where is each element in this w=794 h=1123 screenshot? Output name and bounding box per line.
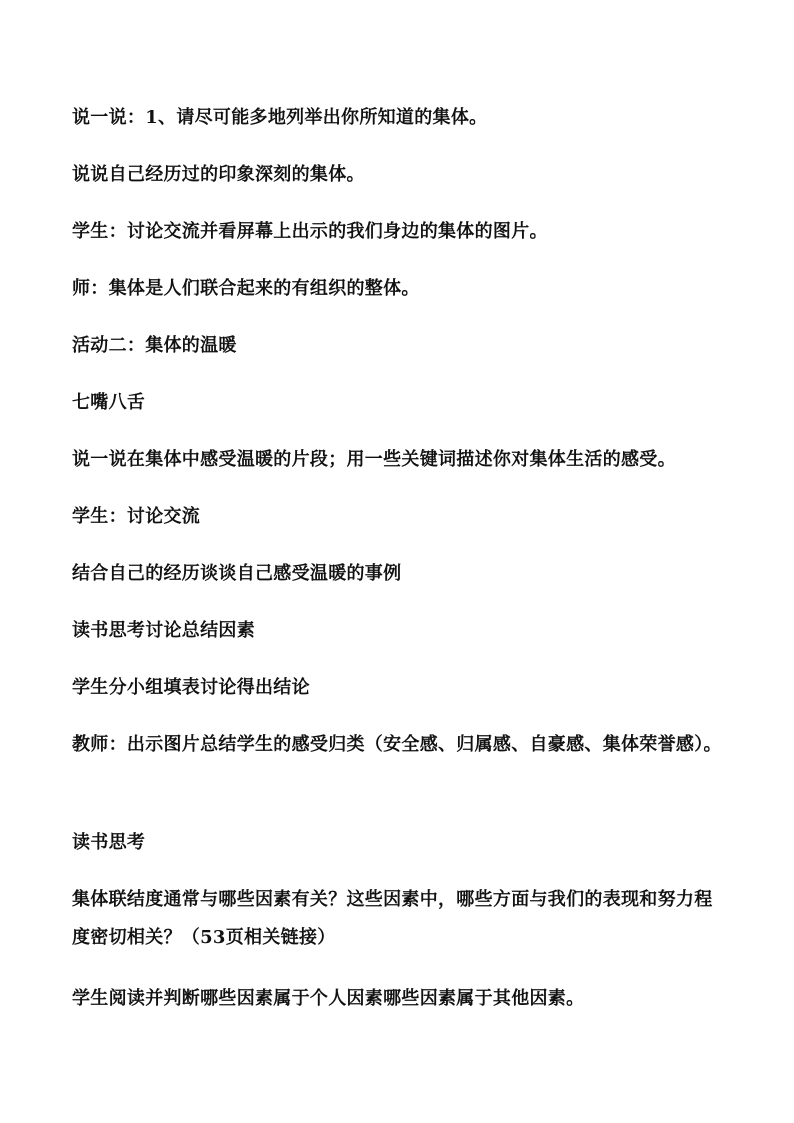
paragraph: 读书思考讨论总结因素 — [72, 620, 255, 641]
paragraph: 师：集体是人们联合起来的有组织的整体。 — [72, 278, 420, 299]
paragraph: 结合自己的经历谈谈自己感受温暖的事例 — [72, 563, 402, 584]
paragraph: 说说自己经历过的印象深刻的集体。 — [72, 164, 365, 185]
section-heading: 活动二：集体的温暖 — [72, 335, 237, 356]
paragraph: 学生阅读并判断哪些因素属于个人因素哪些因素属于其他因素。 — [72, 988, 585, 1009]
paragraph: 教师：出示图片总结学生的感受归类（安全感、归属感、自豪感、集体荣誉感）。 — [72, 734, 722, 755]
paragraph: 七嘴八舌 — [72, 392, 146, 413]
paragraph: 学生：讨论交流 — [72, 506, 201, 527]
paragraph: 说一说在集体中感受温暖的片段；用一些关键词描述你对集体生活的感受。 — [72, 449, 676, 470]
paragraph: 读书思考 — [72, 832, 146, 853]
paragraph: 说一说：1、请尽可能多地列举出你所知道的集体。 — [72, 107, 488, 128]
paragraph: 学生分小组填表讨论得出结论 — [72, 677, 310, 698]
paragraph: 学生：讨论交流并看屏幕上出示的我们身边的集体的图片。 — [72, 221, 548, 242]
paragraph: 集体联结度通常与哪些因素有关？这些因素中，哪些方面与我们的表现和努力程度密切相关？（53页相关链接） — [72, 889, 713, 948]
